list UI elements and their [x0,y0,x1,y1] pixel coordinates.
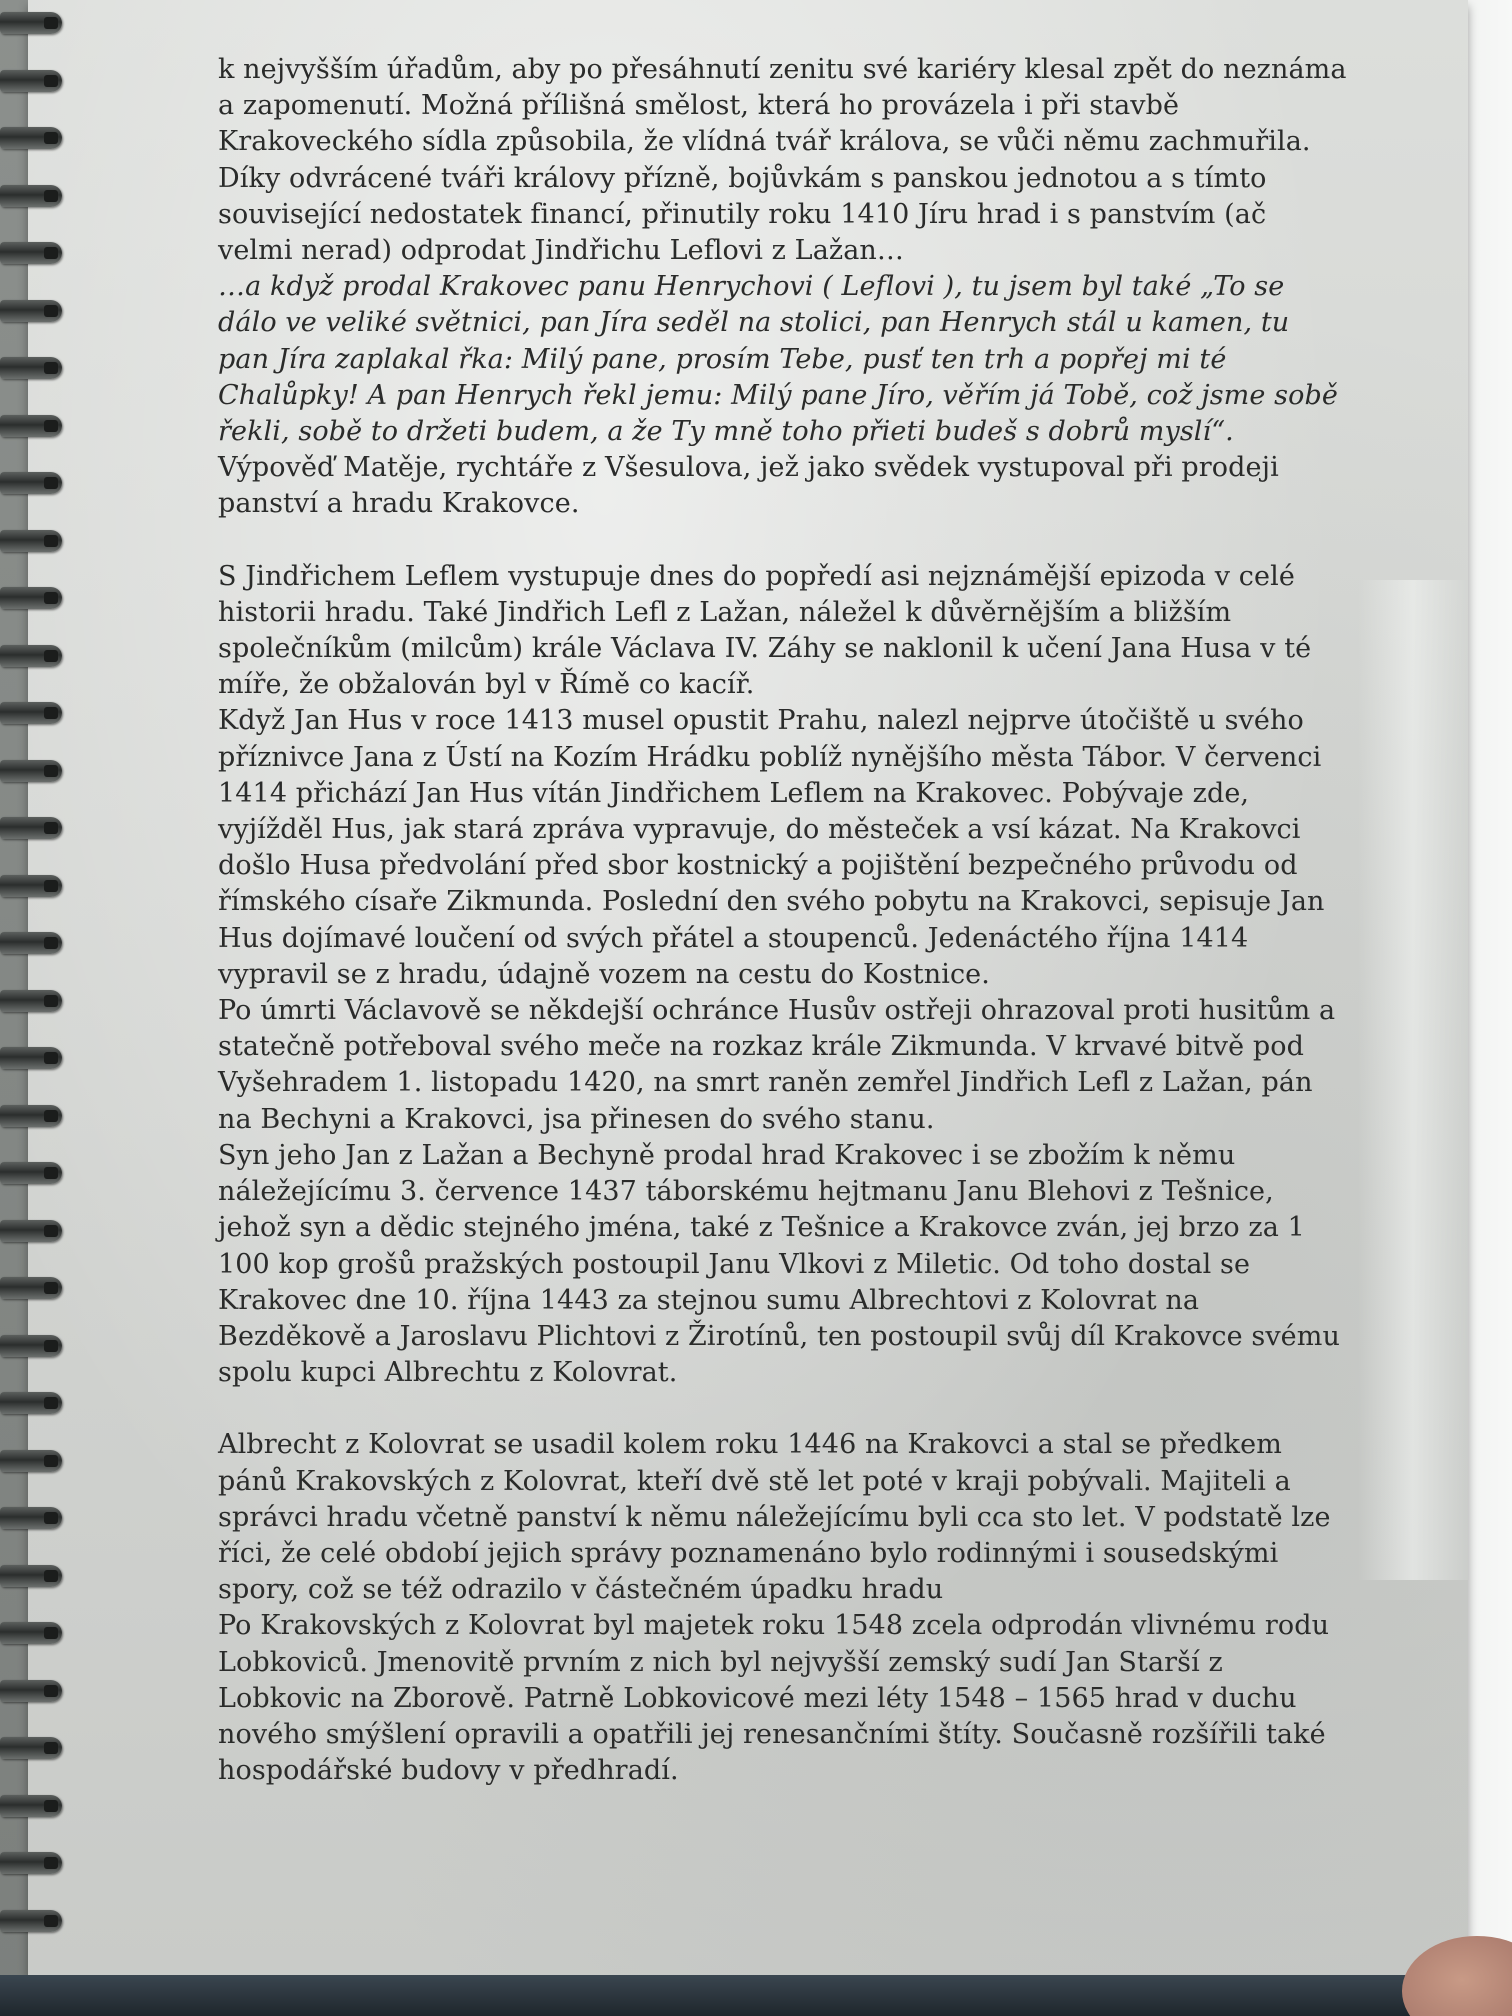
binding-ring [0,1450,62,1472]
binding-ring [0,1565,62,1587]
binding-ring [0,1105,62,1127]
paragraph-spacer [218,523,1348,559]
binding-ring [0,702,62,724]
table-edge [0,1975,1512,2016]
binding-ring [0,932,62,954]
paragraph-jan-hus: Když Jan Hus v roce 1413 musel opustit Prahu, nalezl nejprve útočiště u svého příznivce Jana z Ústí na Kozím Hrádku poblíž nynějšího města Tábor. V červenci 1414 přichází Jan Hus vítán Jindřichem Leflem na Krakovec. Pobývaje zde, vyjížděl Hus, jak stará zpráva vypravuje, do městeček a vsí kázat. Na Krakovci došlo Husa předvolání před sbor kostnický a pojištění bezpečného průvodu od římského císaře Zikmunda. Poslední den svého pobytu na Krakovci, sepisuje Jan Hus dojímavé loučení od svých přátel a stoupenců. Jedenáctého října 1414 vypravil se z hradu, údajně vozem na cestu do Kostnice. [218,705,1325,990]
paragraph-quote-testimony: …a když prodal Krakovec panu Henrychovi ( Leflovi ), tu jsem byl také „To se dálo ve veliké světnici, pan Jíra seděl na stolici, pan Henrych stál u kamen, tu pan Jíra zaplakal řka: Milý pane, prosím Tebe, pusť ten trh a popřej mi té Chalůpky! A pan Henrych řekl jemu: Milý pane Jíro, věřím já Tobě, což jsme sobě řekli, sobě to držeti budem, a že Ty mně toho přieti budeš s dobrů myslí“. [218,271,1338,448]
binding-ring [0,12,62,34]
binding-ring [0,875,62,897]
binding-ring [0,1795,62,1817]
binding-ring [0,1220,62,1242]
binding-ring [0,1047,62,1069]
paragraph-spacer [218,1391,1348,1427]
page-crease [1358,580,1468,1580]
binding-ring [0,760,62,782]
binding-ring [0,1910,62,1932]
binding-ring [0,1507,62,1529]
document-page [28,0,1468,1975]
document-text [218,52,1348,1789]
binding-ring [0,415,62,437]
paragraph-testimony-source: Výpověď Matěje, rychtáře z Všesulova, jež jako svědek vystupoval při prodeji panství a hradu Krakovce. [218,452,1279,520]
binding-ring [0,1852,62,1874]
spiral-binding [0,0,70,2016]
binding-ring [0,472,62,494]
binding-ring [0,127,62,149]
paragraph-lefl-death: Po úmrti Václavově se někdejší ochránce Husův ostřeji ohrazoval proti husitům a statečně potřeboval svého meče na rozkaz krále Zikmunda. V krvavé bitvě pod Vyšehradem 1. listopadu 1420, na smrt raněn zemřel Jindřich Lefl z Lažan, pán na Bechyni a Krakovci, jsa přinesen do svého stanu. [218,995,1336,1135]
binding-ring [0,1680,62,1702]
binding-ring [0,587,62,609]
binding-ring [0,185,62,207]
binding-ring [0,817,62,839]
binding-ring [0,1162,62,1184]
binding-ring [0,645,62,667]
paragraph-jira-sale: k nejvyšším úřadům, aby po přesáhnutí zenitu své kariéry klesal zpět do neznáma a zapomenutí. Možná přílišná smělost, která ho provázela i při stavbě Krakoveckého sídla způsobila, že vlídná tvář králova, se vůči němu zachmuřila. Díky odvrácené tváři královy přízně, bojůvkám s panskou jednotou a s tímto související nedostatek financí, přinutily roku 1410 Jíru hrad i s panstvím (ač velmi nerad) odprodat Jindřichu Leflovi z Lažan… [218,54,1347,267]
binding-ring [0,1277,62,1299]
paragraph-kolovrat: Albrecht z Kolovrat se usadil kolem roku 1446 na Krakovci a stal se předkem pánů Krakovských z Kolovrat, kteří dvě stě let poté v kraji pobývali. Majiteli a správci hradu včetně panství k němu náležejícímu byli cca sto let. V podstatě lze říci, že celé období jejich správy poznamenáno bylo rodinnými i sousedskými spory, což se též odrazilo v částečném úpadku hradu [218,1429,1331,1606]
binding-ring [0,1335,62,1357]
binding-ring [0,530,62,552]
binding-ring [0,70,62,92]
binding-ring [0,990,62,1012]
binding-ring [0,300,62,322]
paragraph-castle-sales: Syn jeho Jan z Lažan a Bechyně prodal hrad Krakovec i se zbožím k němu náležejícímu 3. července 1437 táborskému hejtmanu Janu Blehovi z Tešnice, jehož syn a dědic stejného jména, také z Tešnice a Krakovce zván, jej brzo za 1 100 kop grošů pražských postoupil Janu Vlkovi z Miletic. Od toho dostal se Krakovec dne 10. října 1443 za stejnou sumu Albrechtovi z Kolovrat na Bezděkově a Jaroslavu Plichtovi z Žirotínů, ten postoupil svůj díl Krakovce svému spolu kupci Albrechtu z Kolovrat. [218,1139,1340,1389]
binding-ring [0,357,62,379]
binding-ring [0,1392,62,1414]
paragraph-lefl-intro: S Jindřichem Leflem vystupuje dnes do popředí asi nejznámější epizoda v celé historii hradu. Také Jindřich Lefl z Lažan, náležel k důvěrnějším a bližším společníkům (milcům) krále Václava IV. Záhy se naklonil k učení Jana Husa v té míře, že obžalován byl v Římě co kacíř. [218,560,1312,701]
binding-ring [0,242,62,264]
binding-ring [0,1622,62,1644]
paragraph-lobkovic: Po Krakovských z Kolovrat byl majetek roku 1548 zcela odprodán vlivnému rodu Lobkoviců. Jmenovitě prvním z nich byl nejvyšší zemský sudí Jan Starší z Lobkovic na Zborově. Patrně Lobkovicové mezi léty 1548 – 1565 hrad v duchu nového smýšlení opravili a opatřili jej renesančními štíty. Současně rozšířili také hospodářské budovy v předhradí. [218,1610,1330,1787]
binding-ring [0,1737,62,1759]
